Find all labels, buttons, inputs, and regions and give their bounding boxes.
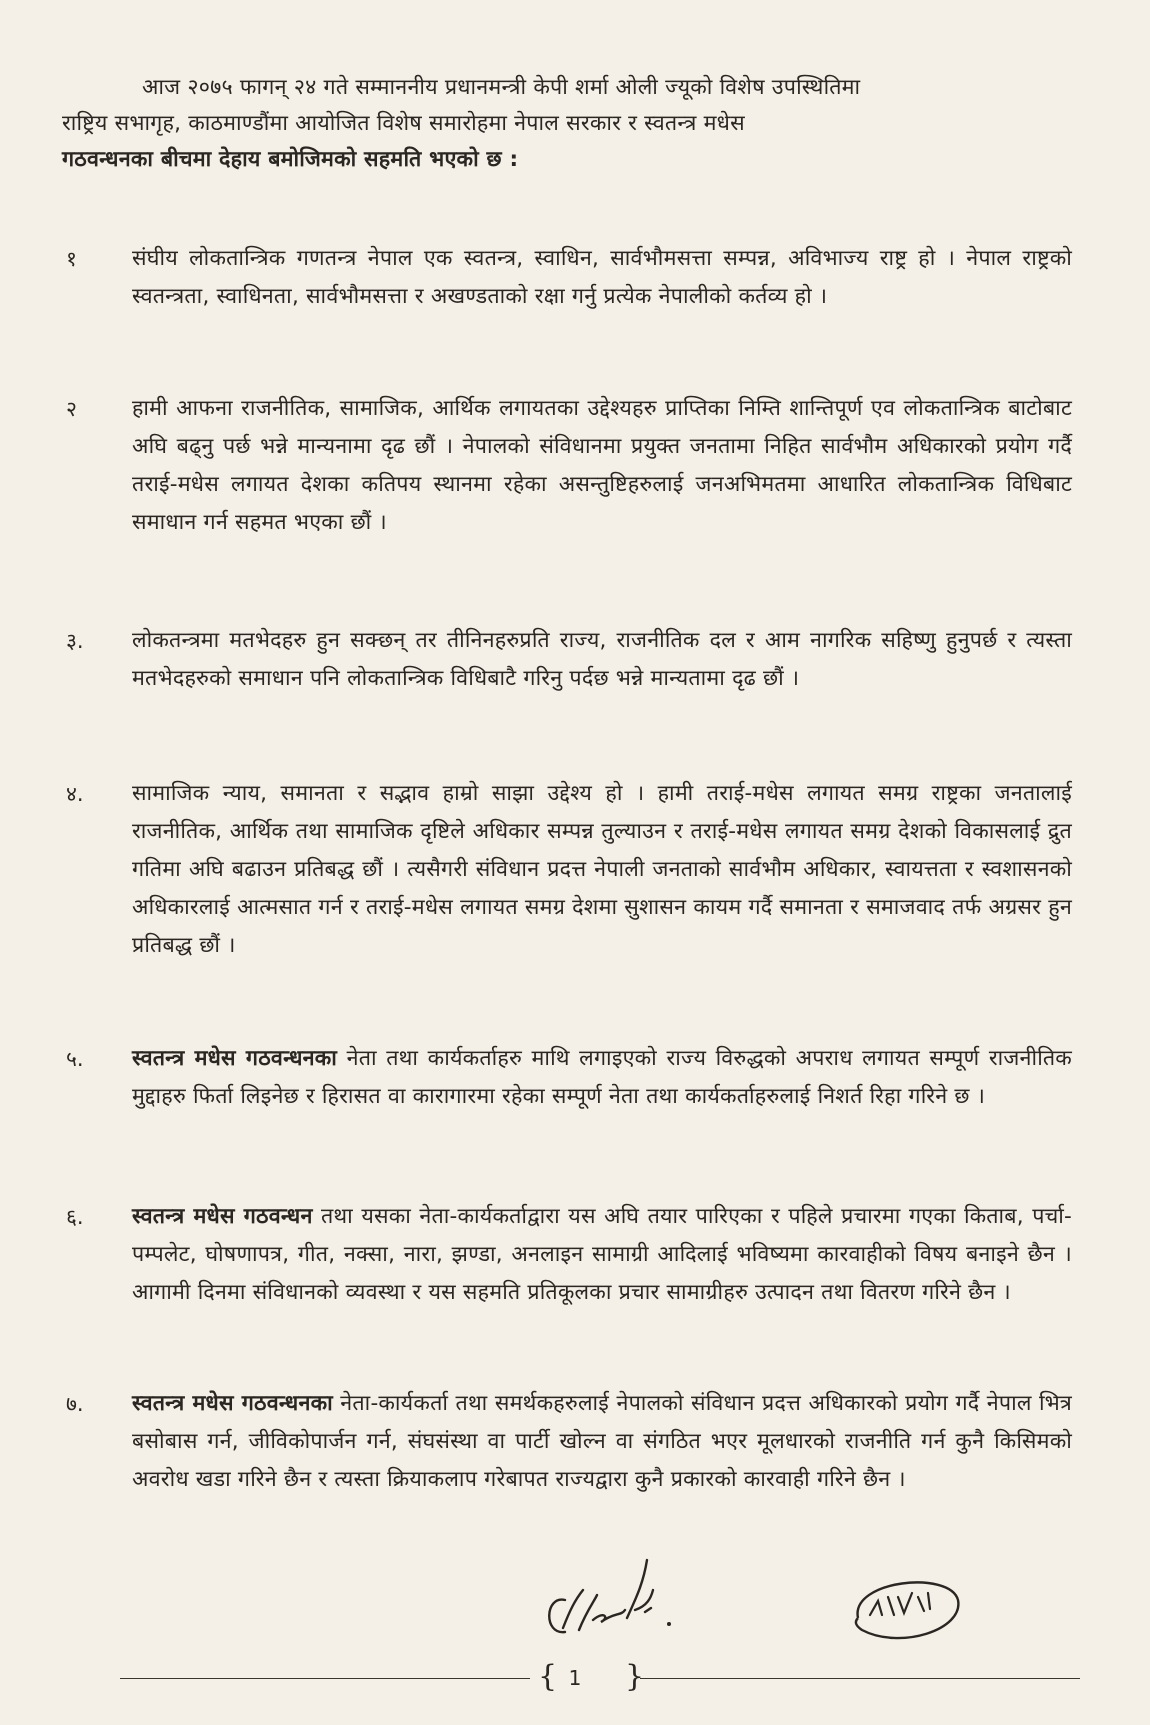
clause-number: २ xyxy=(66,397,77,421)
clause-7 xyxy=(62,1385,1072,1499)
clause-2 xyxy=(62,390,1072,542)
clause-bold-lead: स्वतन्त्र मधेस गठवन्धनका xyxy=(132,1046,338,1071)
clause-rest: तथा यसका नेता-कार्यकर्ताद्वारा यस अघि तयार पारिएका र पहिले प्रचारमा गएका किताब, पर्चा-पम्पलेट, घोषणापत्र, गीत, नक्सा, नारा, झण्डा, अनलाइन सामाग्री आदिलाई भविष्यमा कारवाहीको विषय बनाइने छैन । आगामी दिनमा संविधानको व्यवस्था र यस सहमति प्रतिकूलका प्रचार सामाग्रीहरु उत्पादन तथा वितरण गरिने छैन । xyxy=(132,1204,1072,1305)
clause-number: ४. xyxy=(66,782,84,806)
signature-right xyxy=(840,1560,980,1660)
clause-bold-lead: स्वतन्त्र मधेस गठवन्धनका xyxy=(132,1391,333,1416)
intro-line-3: गठवन्धनका बीचमा देहाय बमोजिमको सहमति भएको छ : xyxy=(62,147,519,172)
signature-left xyxy=(535,1540,695,1650)
clause-4 xyxy=(62,775,1072,965)
clause-1 xyxy=(62,240,1072,316)
clause-rest: नेता तथा कार्यकर्ताहरु माथि लगाइएको राज्य विरुद्धको अपराध लगायत सम्पूर्ण राजनीतिक मुद्दाहरु फिर्ता लिइनेछ र हिरासत वा कारागारमा रहेका सम्पूर्ण नेता तथा कार्यकर्ताहरुलाई निशर्त रिहा गरिने छ । xyxy=(132,1046,1072,1109)
footer-rule-left xyxy=(120,1678,530,1679)
clause-bold-lead: स्वतन्त्र मधेस गठवन्धन xyxy=(132,1204,313,1229)
clause-rest: नेता-कार्यकर्ता तथा समर्थकहरुलाई नेपालको संविधान प्रदत्त अधिकारको प्रयोग गर्दै नेपाल भित्र बसोबास गर्न, जीविकोपार्जन गर्न, संघसंस्था वा पार्टी खोल्न वा संगठित भएर मूलधारको राजनीति गर्न कुनै किसिमको अवरोध खडा गरिने छैन र त्यस्ता क्रियाकलाप गरेबापत राज्यद्वारा कुनै प्रकारको कारवाही गरिने छैन । xyxy=(132,1391,1072,1492)
clause-text: सामाजिक न्याय, समानता र सद्भाव हाम्रो साझा उद्देश्य हो । हामी तराई-मधेस लगायत समग्र राष्ट्रका जनतालाई राजनीतिक, आर्थिक तथा सामाजिक दृष्टिले अधिकार सम्पन्न तुल्याउन र तराई-मधेस लगायत समग्र देशको विकासलाई द्रुत गतिमा अघि बढाउन प्रतिबद्ध छौं । त्यसैगरी संविधान प्रदत्त नेपाली जनताको सार्वभौम अधिकार, स्वायत्तता र स्वशासनको अधिकारलाई आत्मसात गर्न र तराई-मधेस लगायत समग्र देशमा सुशासन कायम गर्दै समानता र समाजवाद तर्फ अग्रसर हुन प्रतिबद्ध छौं । xyxy=(132,781,1072,958)
clause-number: ६. xyxy=(66,1205,84,1229)
footer-rule-right xyxy=(640,1678,1080,1679)
clause-5 xyxy=(62,1040,1072,1116)
page-bracket-left: { xyxy=(538,1659,558,1694)
intro-paragraph xyxy=(62,70,1072,178)
clause-3 xyxy=(62,622,1072,698)
intro-line-2: राष्ट्रिय सभागृह, काठमाण्डौंमा आयोजित विशेष समारोहमा नेपाल सरकार र स्वतन्त्र मधेस xyxy=(62,111,745,136)
clause-text: लोकतन्त्रमा मतभेदहरु हुन सक्छन् तर तीनिनहरुप्रति राज्य, राजनीतिक दल र आम नागरिक सहिष्णु हुनुपर्छ र त्यस्ता मतभेदहरुको समाधान पनि लोकतान्त्रिक विधिबाटै गरिनु पर्दछ भन्ने मान्यतामा दृढ छौं । xyxy=(132,628,1072,691)
clause-text: संघीय लोकतान्त्रिक गणतन्त्र नेपाल एक स्वतन्त्र, स्वाधिन, सार्वभौमसत्ता सम्पन्न, अविभाज्य राष्ट्र हो । नेपाल राष्ट्रको स्वतन्त्रता, स्वाधिनता, सार्वभौमसत्ता र अखण्डताको रक्षा गर्नु प्रत्येक नेपालीको कर्तव्य हो । xyxy=(132,246,1072,309)
clause-text xyxy=(132,1198,1072,1312)
clause-text xyxy=(132,1040,1072,1116)
clause-number: १ xyxy=(66,247,77,271)
clause-text: हामी आफना राजनीतिक, सामाजिक, आर्थिक लगायतका उद्देश्यहरु प्राप्तिका निम्ति शान्तिपूर्ण एव लोकतान्त्रिक बाटोबाट अघि बढ्नु पर्छ भन्ने मान्यनामा दृढ छौं । नेपालको संविधानमा प्रयुक्त जनतामा निहित सार्वभौम अधिकारको प्रयोग गर्दै तराई-मधेस लगायत देशका कतिपय स्थानमा रहेका असन्तुष्टिहरुलाई जनअभिमतमा आधारित लोकतान्त्रिक विधिबाट समाधान गर्न सहमत भएका छौं । xyxy=(132,396,1072,535)
clause-number: ५. xyxy=(66,1047,84,1071)
page-number: 1 xyxy=(568,1666,582,1690)
clause-number: ७. xyxy=(66,1392,84,1416)
clause-6 xyxy=(62,1198,1072,1312)
clause-text xyxy=(132,1385,1072,1499)
intro-line-1: आज २०७५ फागन् २४ गते सम्माननीय प्रधानमन्त्री केपी शर्मा ओली ज्यूको विशेष उपस्थितिमा xyxy=(142,75,861,100)
page-bracket-right: } xyxy=(625,1659,645,1694)
clause-number: ३. xyxy=(66,629,84,653)
